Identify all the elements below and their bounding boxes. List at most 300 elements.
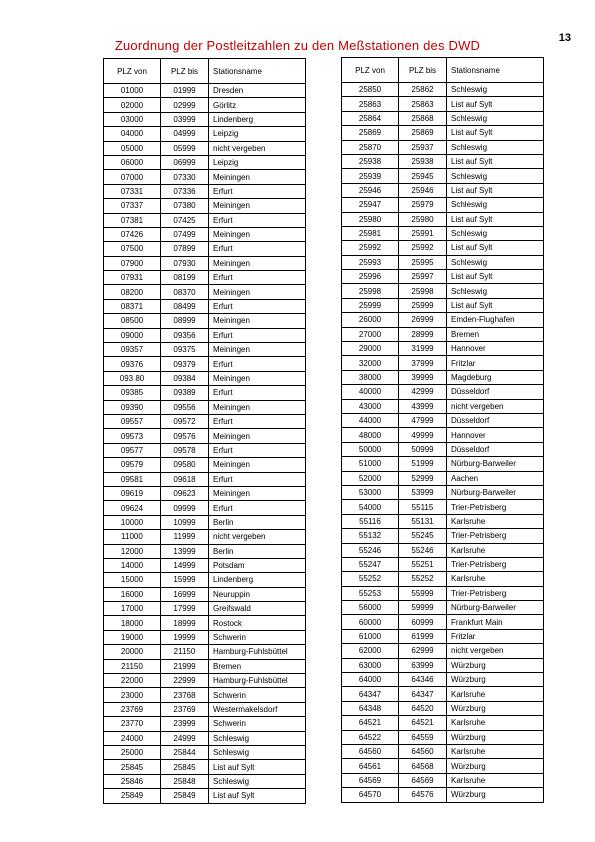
plz-von-cell: 25869 <box>342 126 399 140</box>
station-name-cell: Würzburg <box>447 730 544 744</box>
plz-von-cell: 38000 <box>342 370 399 384</box>
table-row <box>342 529 544 543</box>
plz-von-cell: 093 80 <box>104 371 161 385</box>
plz-bis-cell: 11999 <box>161 530 209 544</box>
station-name-cell: Meiningen <box>209 227 306 241</box>
plz-bis-cell: 05999 <box>161 141 209 155</box>
plz-bis-cell: 15999 <box>161 573 209 587</box>
table-row <box>104 357 306 371</box>
plz-bis-cell: 09379 <box>161 357 209 371</box>
station-name-cell: Meiningen <box>209 343 306 357</box>
plz-von-cell: 09624 <box>104 501 161 515</box>
plz-von-cell: 64569 <box>342 773 399 787</box>
table-row <box>104 400 306 414</box>
plz-bis-cell: 25849 <box>161 789 209 803</box>
table-row <box>104 199 306 213</box>
plz-bis-cell: 09618 <box>161 472 209 486</box>
plz-bis-cell: 14999 <box>161 558 209 572</box>
station-name-cell: Karlsruhe <box>447 687 544 701</box>
table-row <box>104 386 306 400</box>
plz-von-cell: 25939 <box>342 169 399 183</box>
table-row <box>104 486 306 500</box>
plz-bis-cell: 25979 <box>399 198 447 212</box>
table-row <box>104 299 306 313</box>
plz-bis-cell: 07336 <box>161 184 209 198</box>
plz-von-cell: 07381 <box>104 213 161 227</box>
plz-bis-cell: 22999 <box>161 674 209 688</box>
table-row <box>104 616 306 630</box>
plz-bis-cell: 25945 <box>399 169 447 183</box>
table-row <box>104 544 306 558</box>
plz-von-cell: 50000 <box>342 442 399 456</box>
plz-bis-cell: 07499 <box>161 227 209 241</box>
plz-von-cell: 12000 <box>104 544 161 558</box>
station-name-cell: nicht vergeben <box>447 399 544 413</box>
table-row <box>104 429 306 443</box>
table-row <box>342 198 544 212</box>
plz-bis-cell: 64568 <box>399 759 447 773</box>
plz-bis-cell: 59999 <box>399 601 447 615</box>
station-name-cell: Schleswig <box>447 83 544 97</box>
plz-bis-cell: 08499 <box>161 299 209 313</box>
station-name-cell: Würzburg <box>447 759 544 773</box>
table-row <box>104 227 306 241</box>
table-row <box>104 745 306 759</box>
station-name-cell: Schleswig <box>209 731 306 745</box>
station-name-cell: Erfurt <box>209 184 306 198</box>
station-name-cell: Schleswig <box>209 745 306 759</box>
table-row <box>104 112 306 126</box>
plz-bis-cell: 07930 <box>161 256 209 270</box>
header-plz-bis: PLZ bis <box>161 59 209 84</box>
plz-bis-cell: 51999 <box>399 457 447 471</box>
station-name-cell: Karlsruhe <box>447 543 544 557</box>
station-name-cell: Schwerin <box>209 630 306 644</box>
plz-bis-cell: 64520 <box>399 701 447 715</box>
station-name-cell: Meiningen <box>209 256 306 270</box>
table-row <box>104 98 306 112</box>
station-name-cell: Trier-Petrisberg <box>447 586 544 600</box>
plz-von-cell: 23770 <box>104 717 161 731</box>
plz-von-cell: 25938 <box>342 154 399 168</box>
plz-bis-cell: 25946 <box>399 183 447 197</box>
station-name-cell: Erfurt <box>209 328 306 342</box>
plz-bis-cell: 25997 <box>399 270 447 284</box>
table-row <box>342 399 544 413</box>
station-name-cell: List auf Sylt <box>447 97 544 111</box>
plz-bis-cell: 13999 <box>161 544 209 558</box>
table-row <box>342 673 544 687</box>
station-name-cell: Karlsruhe <box>447 514 544 528</box>
plz-bis-cell: 04999 <box>161 127 209 141</box>
station-name-cell: Erfurt <box>209 357 306 371</box>
plz-von-cell: 61000 <box>342 629 399 643</box>
plz-bis-cell: 52999 <box>399 471 447 485</box>
plz-bis-cell: 10999 <box>161 515 209 529</box>
plz-bis-cell: 08370 <box>161 285 209 299</box>
station-name-cell: Neuruppin <box>209 587 306 601</box>
station-name-cell: Fritzlar <box>447 629 544 643</box>
table-row <box>104 84 306 98</box>
plz-von-cell: 06000 <box>104 155 161 169</box>
table-row <box>342 255 544 269</box>
table-row <box>104 602 306 616</box>
header-plz-von: PLZ von <box>104 59 161 84</box>
header-stationsname: Stationsname <box>209 59 306 84</box>
table-row <box>104 688 306 702</box>
plz-bis-cell: 25938 <box>399 154 447 168</box>
station-name-cell: Schleswig <box>447 169 544 183</box>
table-row <box>342 615 544 629</box>
table-row <box>104 414 306 428</box>
station-name-cell: List auf Sylt <box>209 760 306 774</box>
table-row <box>104 717 306 731</box>
plz-von-cell: 09579 <box>104 458 161 472</box>
station-name-cell: Schleswig <box>447 284 544 298</box>
station-name-cell: Würzburg <box>447 673 544 687</box>
plz-bis-cell: 25998 <box>399 284 447 298</box>
station-name-cell: Westermakelsdorf <box>209 702 306 716</box>
plz-von-cell: 09619 <box>104 486 161 500</box>
station-name-cell: Trier-Petrisberg <box>447 557 544 571</box>
plz-von-cell: 16000 <box>104 587 161 601</box>
plz-bis-cell: 09384 <box>161 371 209 385</box>
station-name-cell: List auf Sylt <box>447 298 544 312</box>
station-name-cell: Erfurt <box>209 472 306 486</box>
plz-bis-cell: 49999 <box>399 428 447 442</box>
plz-bis-cell: 47999 <box>399 413 447 427</box>
plz-von-cell: 04000 <box>104 127 161 141</box>
station-name-cell: Frankfurt Main <box>447 615 544 629</box>
plz-bis-cell: 25937 <box>399 140 447 154</box>
plz-bis-cell: 25863 <box>399 97 447 111</box>
table-row <box>104 285 306 299</box>
plz-von-cell: 64560 <box>342 744 399 758</box>
plz-von-cell: 23769 <box>104 702 161 716</box>
table-row <box>342 471 544 485</box>
table-row <box>104 184 306 198</box>
plz-von-cell: 44000 <box>342 413 399 427</box>
plz-bis-cell: 64347 <box>399 687 447 701</box>
plz-von-cell: 55252 <box>342 572 399 586</box>
table-row <box>342 514 544 528</box>
station-name-cell: Trier-Petrisberg <box>447 500 544 514</box>
plz-bis-cell: 23769 <box>161 702 209 716</box>
plz-bis-cell: 25995 <box>399 255 447 269</box>
plz-bis-cell: 21999 <box>161 659 209 673</box>
plz-von-cell: 52000 <box>342 471 399 485</box>
station-name-cell: Schleswig <box>447 226 544 240</box>
station-name-cell: Hamburg-Fuhlsbüttel <box>209 674 306 688</box>
station-name-cell: Hannover <box>447 342 544 356</box>
plz-von-cell: 15000 <box>104 573 161 587</box>
table-row <box>104 515 306 529</box>
plz-bis-cell: 09556 <box>161 400 209 414</box>
station-name-cell: Berlin <box>209 544 306 558</box>
station-name-cell: Trier-Petrisberg <box>447 529 544 543</box>
station-name-cell: nicht vergeben <box>209 141 306 155</box>
table-row <box>342 154 544 168</box>
plz-von-cell: 09357 <box>104 343 161 357</box>
table-row <box>342 270 544 284</box>
table-row <box>342 212 544 226</box>
table-row <box>342 543 544 557</box>
station-name-cell: Aachen <box>447 471 544 485</box>
station-name-cell: Schwerin <box>209 717 306 731</box>
station-name-cell: Meiningen <box>209 429 306 443</box>
station-name-cell: List auf Sylt <box>447 270 544 284</box>
station-name-cell: Erfurt <box>209 386 306 400</box>
station-name-cell: Erfurt <box>209 271 306 285</box>
table-row <box>342 226 544 240</box>
plz-von-cell: 09581 <box>104 472 161 486</box>
plz-von-cell: 53000 <box>342 485 399 499</box>
plz-bis-cell: 37999 <box>399 356 447 370</box>
plz-von-cell: 25992 <box>342 241 399 255</box>
plz-bis-cell: 25862 <box>399 83 447 97</box>
table-row <box>104 141 306 155</box>
page-title: Zuordnung der Postleitzahlen zu den Meßstationen des DWD <box>114 38 481 53</box>
station-name-cell: Bremen <box>209 659 306 673</box>
plz-von-cell: 25980 <box>342 212 399 226</box>
table-row <box>104 760 306 774</box>
table-row <box>342 298 544 312</box>
plz-von-cell: 09385 <box>104 386 161 400</box>
station-name-cell: Meiningen <box>209 314 306 328</box>
plz-bis-cell: 55252 <box>399 572 447 586</box>
station-name-cell: Leipzig <box>209 127 306 141</box>
station-name-cell: List auf Sylt <box>447 126 544 140</box>
plz-bis-cell: 01999 <box>161 84 209 98</box>
plz-von-cell: 17000 <box>104 602 161 616</box>
station-name-cell: Schleswig <box>447 140 544 154</box>
plz-bis-cell: 02999 <box>161 98 209 112</box>
plz-von-cell: 21150 <box>104 659 161 673</box>
station-name-cell: Hannover <box>447 428 544 442</box>
station-name-cell: List auf Sylt <box>447 212 544 226</box>
plz-bis-cell: 25999 <box>399 298 447 312</box>
plz-von-cell: 62000 <box>342 644 399 658</box>
page-number: 13 <box>558 32 571 44</box>
plz-von-cell: 40000 <box>342 385 399 399</box>
plz-bis-cell: 55245 <box>399 529 447 543</box>
table-row <box>342 788 544 802</box>
table-row <box>104 731 306 745</box>
station-name-cell: Karlsruhe <box>447 716 544 730</box>
plz-bis-cell: 64559 <box>399 730 447 744</box>
table-row <box>342 730 544 744</box>
plz-von-cell: 55246 <box>342 543 399 557</box>
table-row <box>104 501 306 515</box>
plz-bis-cell: 42999 <box>399 385 447 399</box>
plz-von-cell: 25863 <box>342 97 399 111</box>
table-row <box>104 645 306 659</box>
station-name-cell: Erfurt <box>209 414 306 428</box>
plz-bis-cell: 24999 <box>161 731 209 745</box>
table-row <box>342 313 544 327</box>
plz-von-cell: 64000 <box>342 673 399 687</box>
plz-von-cell: 18000 <box>104 616 161 630</box>
station-name-cell: Würzburg <box>447 788 544 802</box>
table-row <box>342 557 544 571</box>
station-name-cell: Leipzig <box>209 155 306 169</box>
table-row <box>342 485 544 499</box>
table-row <box>342 658 544 672</box>
plz-von-cell: 25870 <box>342 140 399 154</box>
table-row <box>342 457 544 471</box>
station-name-cell: Lindenberg <box>209 573 306 587</box>
plz-von-cell: 03000 <box>104 112 161 126</box>
plz-von-cell: 07426 <box>104 227 161 241</box>
plz-bis-cell: 21150 <box>161 645 209 659</box>
plz-bis-cell: 25845 <box>161 760 209 774</box>
station-name-cell: Magdeburg <box>447 370 544 384</box>
plz-von-cell: 25998 <box>342 284 399 298</box>
plz-bis-cell: 64576 <box>399 788 447 802</box>
plz-von-cell: 07931 <box>104 271 161 285</box>
table-row <box>104 530 306 544</box>
plz-von-cell: 09390 <box>104 400 161 414</box>
table-row <box>342 356 544 370</box>
station-name-cell: Hamburg-Fuhlsbüttel <box>209 645 306 659</box>
plz-von-cell: 54000 <box>342 500 399 514</box>
station-name-cell: Erfurt <box>209 299 306 313</box>
plz-von-cell: 25864 <box>342 111 399 125</box>
plz-von-cell: 48000 <box>342 428 399 442</box>
plz-von-cell: 09376 <box>104 357 161 371</box>
plz-bis-cell: 09623 <box>161 486 209 500</box>
station-name-cell: Würzburg <box>447 658 544 672</box>
plz-bis-cell: 09356 <box>161 328 209 342</box>
station-name-cell: Düsseldorf <box>447 385 544 399</box>
plz-von-cell: 23000 <box>104 688 161 702</box>
plz-bis-cell: 25991 <box>399 226 447 240</box>
plz-von-cell: 64348 <box>342 701 399 715</box>
station-name-cell: Düsseldorf <box>447 413 544 427</box>
station-name-cell: Meiningen <box>209 371 306 385</box>
plz-bis-cell: 60999 <box>399 615 447 629</box>
table-row <box>342 111 544 125</box>
plz-bis-cell: 25868 <box>399 111 447 125</box>
plz-bis-cell: 55131 <box>399 514 447 528</box>
plz-von-cell: 25845 <box>104 760 161 774</box>
station-name-cell: Görlitz <box>209 98 306 112</box>
plz-von-cell: 25000 <box>104 745 161 759</box>
plz-von-cell: 09577 <box>104 443 161 457</box>
station-name-cell: Lindenberg <box>209 112 306 126</box>
plz-von-cell: 64522 <box>342 730 399 744</box>
plz-bis-cell: 55999 <box>399 586 447 600</box>
plz-bis-cell: 07899 <box>161 242 209 256</box>
table-row <box>342 327 544 341</box>
table-row <box>342 241 544 255</box>
plz-bis-cell: 07330 <box>161 170 209 184</box>
plz-bis-cell: 55251 <box>399 557 447 571</box>
table-row <box>104 343 306 357</box>
station-name-cell: List auf Sylt <box>447 154 544 168</box>
station-name-cell: Schleswig <box>447 111 544 125</box>
table-row <box>104 127 306 141</box>
table-row <box>104 458 306 472</box>
plz-von-cell: 19000 <box>104 630 161 644</box>
plz-bis-cell: 55115 <box>399 500 447 514</box>
plz-von-cell: 25849 <box>104 789 161 803</box>
station-name-cell: Schleswig <box>447 198 544 212</box>
station-name-cell: Greifswald <box>209 602 306 616</box>
plz-bis-cell: 25869 <box>399 126 447 140</box>
plz-bis-cell: 64346 <box>399 673 447 687</box>
table-row <box>342 442 544 456</box>
plz-von-cell: 20000 <box>104 645 161 659</box>
plz-bis-cell: 19999 <box>161 630 209 644</box>
plz-bis-cell: 09375 <box>161 343 209 357</box>
table-row <box>342 629 544 643</box>
table-row <box>342 500 544 514</box>
table-row <box>342 428 544 442</box>
plz-bis-cell: 09999 <box>161 501 209 515</box>
table-row <box>104 242 306 256</box>
plz-bis-cell: 55246 <box>399 543 447 557</box>
plz-von-cell: 02000 <box>104 98 161 112</box>
station-name-cell: List auf Sylt <box>447 183 544 197</box>
plz-bis-cell: 64560 <box>399 744 447 758</box>
table-row <box>104 659 306 673</box>
table-row <box>104 702 306 716</box>
plz-von-cell: 43000 <box>342 399 399 413</box>
station-name-cell: Karlsruhe <box>447 773 544 787</box>
station-name-cell: Schleswig <box>447 255 544 269</box>
station-name-cell: Schleswig <box>209 774 306 788</box>
table-row <box>104 472 306 486</box>
plz-von-cell: 09000 <box>104 328 161 342</box>
plz-bis-cell: 16999 <box>161 587 209 601</box>
plz-von-cell: 08371 <box>104 299 161 313</box>
table-row <box>104 774 306 788</box>
plz-von-cell: 29000 <box>342 342 399 356</box>
plz-bis-cell: 53999 <box>399 485 447 499</box>
station-name-cell: Karlsruhe <box>447 744 544 758</box>
station-name-cell: Berlin <box>209 515 306 529</box>
plz-von-cell: 64347 <box>342 687 399 701</box>
station-name-cell: Würzburg <box>447 701 544 715</box>
station-name-cell: Meiningen <box>209 458 306 472</box>
table-row <box>104 155 306 169</box>
plz-von-cell: 51000 <box>342 457 399 471</box>
station-name-cell: Emden-Flughafen <box>447 313 544 327</box>
plz-bis-cell: 43999 <box>399 399 447 413</box>
plz-bis-cell: 17999 <box>161 602 209 616</box>
table-row <box>104 587 306 601</box>
table-row <box>104 443 306 457</box>
plz-von-cell: 07000 <box>104 170 161 184</box>
plz-bis-cell: 08999 <box>161 314 209 328</box>
plz-bis-cell: 06999 <box>161 155 209 169</box>
table-row <box>104 573 306 587</box>
station-name-cell: nicht vergeben <box>209 530 306 544</box>
plz-von-cell: 14000 <box>104 558 161 572</box>
table-row <box>342 572 544 586</box>
plz-von-cell: 56000 <box>342 601 399 615</box>
header-plz-von: PLZ von <box>342 58 399 83</box>
plz-bis-cell: 62999 <box>399 644 447 658</box>
station-name-cell: Fritzlar <box>447 356 544 370</box>
station-name-cell: List auf Sylt <box>447 241 544 255</box>
table-row <box>342 716 544 730</box>
station-name-cell: List auf Sylt <box>209 789 306 803</box>
table-row <box>342 701 544 715</box>
plz-bis-cell: 08199 <box>161 271 209 285</box>
plz-bis-cell: 26999 <box>399 313 447 327</box>
